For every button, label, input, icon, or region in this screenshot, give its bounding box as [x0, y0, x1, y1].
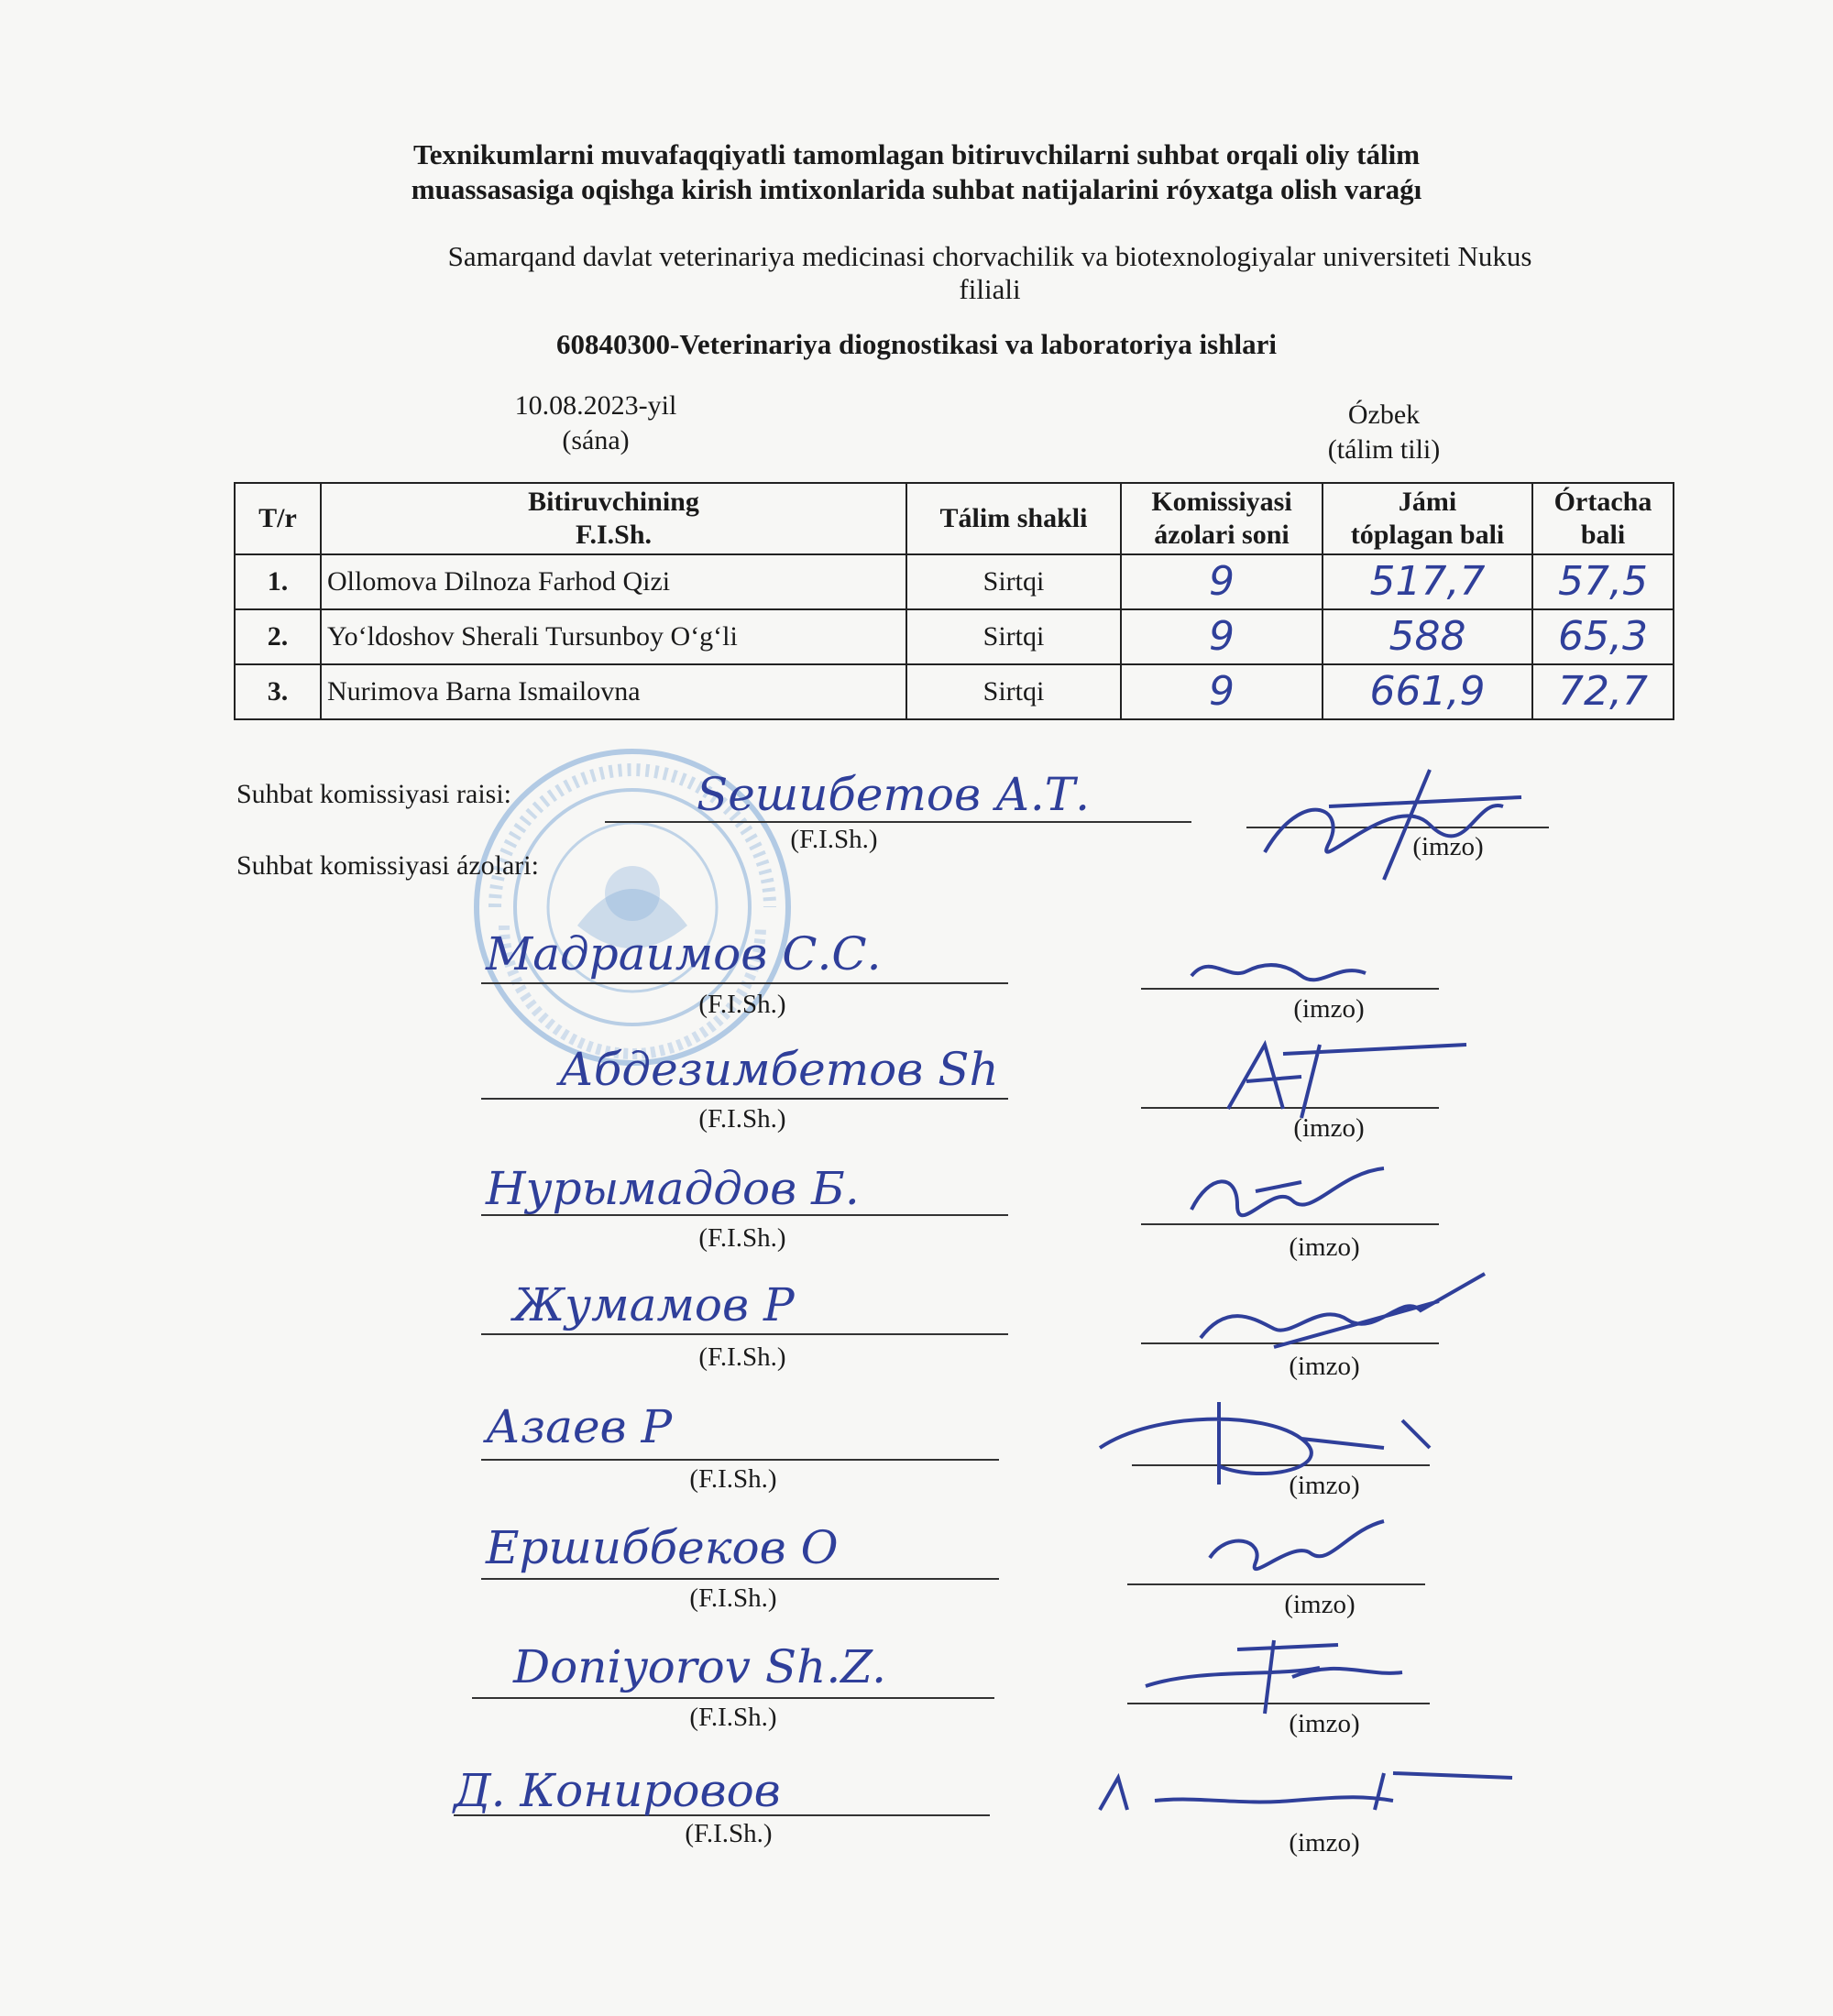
header-average: Órtacha bali: [1532, 483, 1674, 554]
header-name: Bitiruvchining F.I.Sh.: [321, 483, 906, 554]
member-signature: [1191, 1512, 1430, 1585]
chair-signature: [1246, 751, 1558, 889]
row-average: 57,5: [1532, 554, 1674, 609]
member-signature: [1191, 1026, 1485, 1127]
chair-label: Suhbat komissiyasi raisi:: [236, 779, 511, 809]
chair-imzo-caption: (imzo): [1412, 832, 1484, 861]
language-value: Ózbek: [1347, 400, 1421, 430]
member-imzo-caption: (imzo): [1289, 1471, 1360, 1500]
member-name-line: [481, 1578, 999, 1580]
member-fish-caption: (F.I.Sh.): [689, 1703, 777, 1732]
member-name-line: [481, 1333, 1008, 1335]
specialty-title: 60840300-Veterinariya diognostikasi va laboratoriya ishlari: [556, 328, 1277, 360]
row-commission: 9: [1121, 664, 1323, 719]
row-total: 661,9: [1323, 664, 1532, 719]
member-name: Нурымаддов Б.: [486, 1162, 860, 1215]
university-name: Samarqand davlat veterinariya medicinasi chorvachilik va biotexnologiyalar universiteti Nukus filiali: [447, 240, 1532, 305]
row-name: Ollomova Dilnoza Farhod Qizi: [321, 554, 906, 609]
member-name: Д. Конировов: [454, 1764, 781, 1817]
row-num: 1.: [235, 554, 321, 609]
member-imzo-caption: (imzo): [1293, 1113, 1365, 1143]
header-total: Jámi tóplagan bali: [1323, 483, 1532, 554]
member-name: Ершиббеков О: [486, 1521, 839, 1574]
table-row: [235, 609, 1674, 664]
language-caption: (tálim tili): [1327, 434, 1441, 465]
chair-name: Seшибетов А.Т.: [697, 768, 1091, 821]
header-num: T/r: [235, 483, 321, 554]
results-table: [234, 482, 1674, 720]
member-imzo-caption: (imzo): [1289, 1233, 1360, 1262]
member-name-line: [481, 1459, 999, 1461]
document-title: Texnikumlarni muvafaqqiyatli tamomlagan bitiruvchilarni suhbat orqali oliy tálim muassasasiga oqishga kirish imtixonlarida suhbat natijalarini róyxatga olish varaǵı: [411, 138, 1422, 205]
member-name: Азаев Р: [486, 1400, 673, 1453]
row-form: Sirtqi: [906, 554, 1121, 609]
header-commission: Komissiyasi ázolari soni: [1121, 483, 1323, 554]
row-name: Yo‘ldoshov Sherali Tursunboy O‘g‘li: [321, 609, 906, 664]
member-name-line: [481, 982, 1008, 984]
row-form: Sirtqi: [906, 664, 1121, 719]
row-average: 72,7: [1532, 664, 1674, 719]
row-form: Sirtqi: [906, 609, 1121, 664]
row-num: 2.: [235, 609, 321, 664]
member-fish-caption: (F.I.Sh.): [689, 1583, 777, 1613]
member-imzo-caption: (imzo): [1289, 1709, 1360, 1738]
members-label: Suhbat komissiyasi ázolari:: [236, 850, 539, 881]
member-name-line: [481, 1098, 1008, 1100]
row-commission: 9: [1121, 609, 1323, 664]
member-fish-caption: (F.I.Sh.): [698, 1104, 786, 1134]
date-value: 10.08.2023-yil: [514, 390, 677, 421]
member-imzo-caption: (imzo): [1293, 994, 1365, 1024]
member-name: Doniyorov Sh.Z.: [513, 1640, 886, 1693]
member-imzo-caption: (imzo): [1289, 1352, 1360, 1381]
member-name: Мадраимов С.С.: [486, 927, 882, 981]
member-name: Жумамов Р: [513, 1278, 795, 1331]
header-form: Tálim shakli: [906, 483, 1121, 554]
date-block: [477, 389, 715, 458]
row-average: 65,3: [1532, 609, 1674, 664]
member-signature: [1091, 1759, 1521, 1833]
member-fish-caption: (F.I.Sh.): [698, 1342, 786, 1372]
row-num: 3.: [235, 664, 321, 719]
row-name: Nurimova Barna Ismailovna: [321, 664, 906, 719]
table-row: [235, 554, 1674, 609]
member-imzo-caption: (imzo): [1284, 1590, 1356, 1619]
member-fish-caption: (F.I.Sh.): [685, 1819, 773, 1848]
row-total: 517,7: [1323, 554, 1532, 609]
language-block: [1283, 398, 1485, 467]
chair-name-line: [605, 821, 1191, 823]
chair-fish-caption: (F.I.Sh.): [790, 825, 878, 854]
row-commission: 9: [1121, 554, 1323, 609]
table-row: [235, 664, 1674, 719]
member-fish-caption: (F.I.Sh.): [689, 1464, 777, 1494]
member-fish-caption: (F.I.Sh.): [698, 990, 786, 1019]
member-name: Абдезимбетов Sh: [559, 1043, 999, 1096]
member-signature: [1182, 935, 1402, 999]
member-fish-caption: (F.I.Sh.): [698, 1223, 786, 1253]
member-signature: [1173, 1155, 1411, 1228]
date-caption: (sána): [562, 425, 630, 455]
table-header-row: [235, 483, 1674, 554]
member-name-line: [472, 1697, 994, 1699]
member-imzo-caption: (imzo): [1289, 1828, 1360, 1857]
member-signature: [1182, 1265, 1512, 1365]
row-total: 588: [1323, 609, 1532, 664]
member-signature: [1127, 1622, 1439, 1723]
